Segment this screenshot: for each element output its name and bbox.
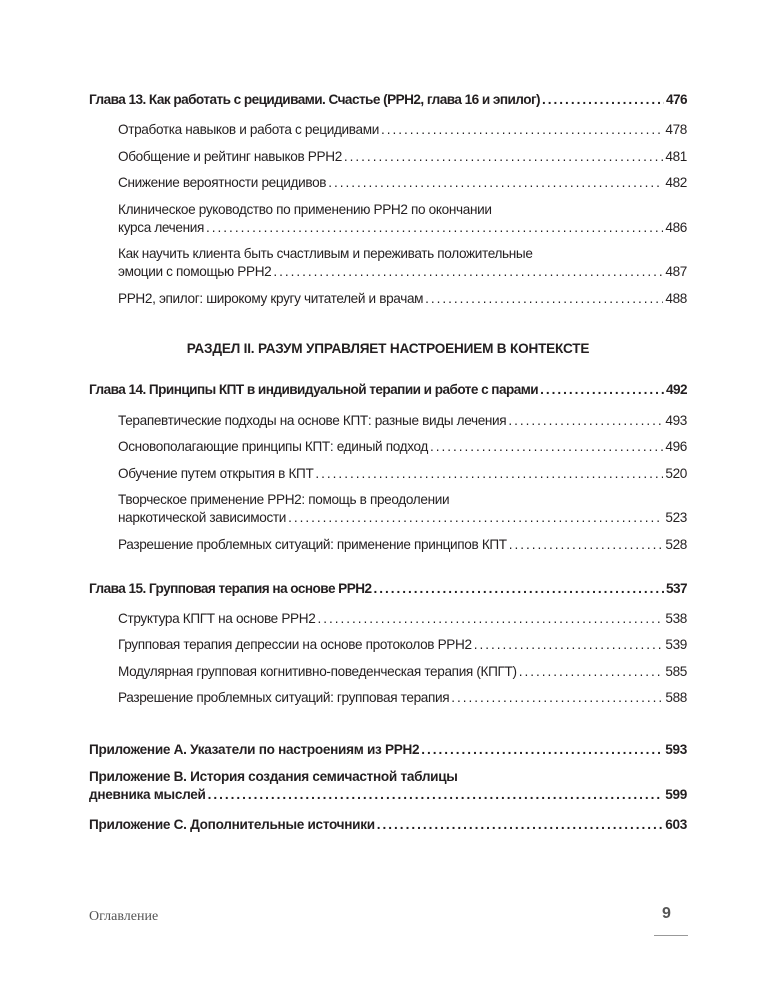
dot-leader [328,174,663,192]
dot-leader [381,121,663,139]
toc-page-number: 593 [665,742,687,757]
dot-leader [273,263,663,281]
toc-sub [89,610,687,628]
table-of-contents [89,91,687,834]
toc-page-number: 539 [665,637,687,652]
toc-page-number: 599 [665,787,687,802]
toc-line [118,263,687,281]
dot-leader [317,610,663,628]
toc-page-number: 476 [665,92,687,107]
toc-line [89,91,687,109]
dot-leader [374,580,664,598]
toc-sub [89,121,687,139]
dot-leader [519,663,664,681]
dot-leader [206,219,663,237]
toc-title: Терапевтические подходы на основе КПТ: разные виды лечения [118,412,507,428]
toc-line [118,636,687,654]
toc-title: Глава 13. Как работать с рецидивами. Счастье (РРН2, глава 16 и эпилог) [89,92,541,107]
toc-line [118,610,687,628]
toc-page-number: 492 [665,381,687,397]
toc-line [118,148,687,166]
toc-line [89,580,687,598]
toc-sub [89,412,687,430]
toc-line [118,536,687,554]
toc-line [118,219,687,237]
toc-title: Глава 15. Групповая терапия на основе РРН2 [89,580,372,596]
toc-line [118,245,687,263]
toc-appendix [89,768,687,804]
dot-leader [288,509,663,527]
dot-leader [509,536,664,554]
toc-line [118,121,687,139]
toc-page-number: 496 [665,439,687,454]
toc-title: Клиническое руководство по применению РРН2 по окончании [118,201,492,217]
toc-line [89,816,687,834]
toc-page-number: 538 [665,610,687,626]
dot-leader [425,290,663,308]
toc-title: Модулярная групповая когнитивно-поведенческая терапия (КПГТ) [118,663,517,679]
toc-title: Разрешение проблемных ситуаций: групповая терапия [118,690,450,705]
toc-line [118,174,687,192]
toc-title: Снижение вероятности рецидивов [118,175,327,190]
toc-page-number: 493 [665,412,687,428]
running-title: Оглавление [89,909,159,924]
dot-leader [377,816,663,834]
toc-title: Групповая терапия депрессии на основе протоколов РРН2 [118,637,472,652]
toc-sub [89,663,687,681]
toc-line [89,786,687,804]
toc-title: Основополагающие принципы КПТ: единый подход [118,439,428,454]
dot-leader [421,741,663,759]
toc-page-number: 588 [665,690,687,705]
dot-leader [451,689,663,707]
toc-page-number: 603 [665,817,687,832]
toc-title: Приложение C. Дополнительные источники [89,817,375,832]
toc-sub [89,148,687,166]
toc-sub [89,201,687,237]
toc-page-number: 487 [665,264,687,279]
toc-line [118,663,687,681]
toc-line [89,741,687,759]
toc-sub [89,290,687,308]
toc-line [89,381,687,399]
toc-title: Структура КПГТ на основе РРН2 [118,610,316,626]
toc-title: Глава 14. Принципы КПТ в индивидуальной терапии и работе с парами [89,381,539,397]
toc-page-number: 486 [665,219,687,235]
dot-leader [315,465,663,483]
toc-line [118,438,687,456]
toc-line [118,689,687,707]
toc-line [118,509,687,527]
dot-leader [474,636,664,654]
toc-title: дневника мыслей [89,787,206,802]
toc-title: Творческое применение РРН2: помощь в преодолении [118,492,450,507]
toc-page-number: 478 [665,122,687,137]
toc-line [118,465,687,483]
toc-line [118,412,687,430]
toc-page-number: 523 [665,510,687,525]
section-heading: РАЗДЕЛ II. РАЗУМ УПРАВЛЯЕТ НАСТРОЕНИЕМ В КОНТЕКСТЕ [186,340,590,356]
toc-title: Обобщение и рейтинг навыков РРН2 [118,148,342,164]
toc-title: Отработка навыков и работа с рецидивами [118,122,379,137]
toc-sub [89,491,687,527]
toc-chapter [89,580,687,598]
toc-sub [89,636,687,654]
toc-sub [89,438,687,456]
toc-page-number: 488 [665,290,687,306]
toc-title: Разрешение проблемных ситуаций: применение принципов КПТ [118,536,507,552]
toc-title: Как научить клиента быть счастливым и переживать положительные [118,246,533,261]
toc-line [118,290,687,308]
dot-leader [208,786,664,804]
toc-chapter [89,91,687,109]
toc-sub [89,689,687,707]
toc-page-number: 585 [665,663,687,679]
toc-title: Обучение путем открытия в КПТ [118,465,314,481]
dot-leader [344,148,663,166]
toc-appendix [89,816,687,834]
toc-appendix [89,741,687,759]
toc-page-number: 481 [665,148,687,164]
toc-sub [89,536,687,554]
dot-leader [508,412,663,430]
toc-chapter [89,381,687,399]
toc-page-number: 528 [665,536,687,552]
toc-title: курса лечения [118,219,205,235]
toc-title: Приложение B. История создания семичастной таблицы [89,769,458,784]
toc-page-number: 482 [665,175,687,190]
toc-page-number: 520 [665,465,687,481]
toc-section [89,340,687,358]
footer-rule [654,935,688,936]
dot-leader [430,438,663,456]
toc-line [89,768,687,786]
toc-title: Приложение A. Указатели по настроениям из РРН2 [89,742,420,757]
toc-title: РРН2, эпилог: широкому кругу читателей и врачам [118,290,424,306]
toc-sub [89,465,687,483]
toc-sub [89,245,687,281]
page-number: 9 [662,905,671,922]
toc-sub [89,174,687,192]
toc-page-number: 537 [665,580,687,596]
toc-line [118,201,687,219]
toc-title: наркотической зависимости [118,510,287,525]
toc-line [118,491,687,509]
dot-leader [540,381,664,399]
dot-leader [542,91,664,109]
toc-title: эмоции с помощью РРН2 [118,264,272,279]
